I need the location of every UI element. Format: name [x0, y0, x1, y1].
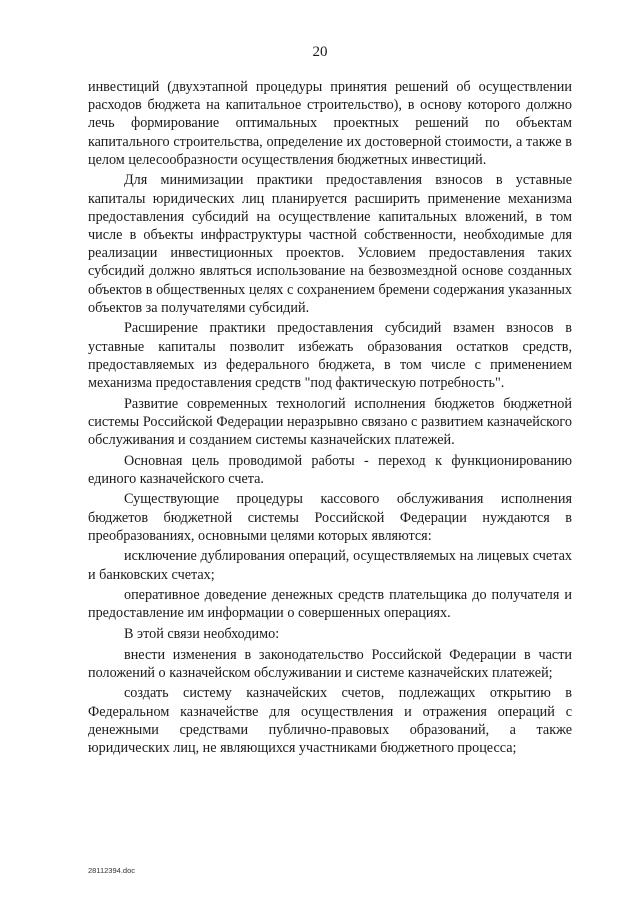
paragraph-3: Расширение практики предоставления субсидий взамен взносов в уставные капиталы позволит избежать образования остатков средств, предоставляемых из федерального бюджета, в том числе с применением механизма предоставления средств "под фактическую потребность". — [88, 320, 572, 392]
page-number: 20 — [312, 44, 328, 60]
paragraph-6: Существующие процедуры кассового обслуживания исполнения бюджетов бюджетной системы Российской Федерации нуждаются в преобразованиях, основными целями которых являются: — [88, 491, 572, 544]
paragraph-5: Основная цель проводимой работы - переход к функционированию единого казначейского счета. — [88, 452, 572, 487]
paragraph-2: Для минимизации практики предоставления взносов в уставные капиталы юридических лиц планируется расширить применение механизма предоставления субсидий на осуществление капитальных вложений, в том числе в объекты инфраструктуры частной собственности, необходимые для реализации инвестиционных проектов. Условием предоставления таких субсидий должно являться использование на безвозмездной основе созданных объектов в общественных целях с сохранением бремени содержания указанных объектов за получателями субсидий. — [88, 172, 572, 316]
document-filename: 28112394.doc — [88, 866, 135, 875]
paragraph-11: создать систему казначейских счетов, подлежащих открытию в Федеральном казначействе для осуществления и отражения операций с денежными средствами публично-правовых образований, а также юридических лиц, не являющихся участниками бюджетного процесса; — [88, 685, 572, 757]
paragraph-8: оперативное доведение денежных средств плательщика до получателя и предоставление им информации о совершенных операциях. — [88, 587, 572, 622]
document-body — [88, 78, 572, 760]
paragraph-7: исключение дублирования операций, осуществляемых на лицевых счетах и банковских счетах; — [88, 548, 572, 583]
paragraph-1: инвестиций (двухэтапной процедуры принятия решений об осуществлении расходов бюджета на капитальное строительство), в основу которого должно лечь формирование оптимальных проектных решений по объектам капитального строительства, определение их достоверной стоимости, а также в целом целесообразности осуществления бюджетных инвестиций. — [88, 79, 572, 168]
paragraph-4: Развитие современных технологий исполнения бюджетов бюджетной системы Российской Федерации неразрывно связано с развитием казначейского обслуживания и созданием системы казначейских платежей. — [88, 395, 572, 449]
paragraph-9: В этой связи необходимо: — [124, 626, 280, 643]
paragraph-10: внести изменения в законодательство Российской Федерации в части положений о казначейском обслуживании и системе казначейских платежей; — [88, 646, 572, 681]
